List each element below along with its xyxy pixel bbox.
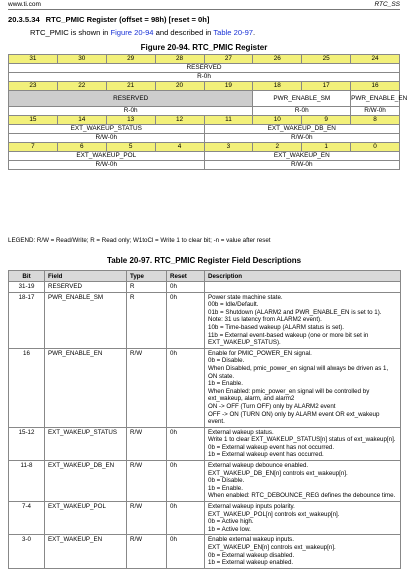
- bit-number: 31: [9, 55, 58, 64]
- description-line: External wakeup debounce enabled.: [208, 462, 309, 470]
- legend-text: LEGEND: R/W = Read/Write; R = Read only; W1toCl = Write 1 to clear bit; -n = value after reset: [8, 237, 271, 244]
- description-line: ON state.: [208, 372, 235, 380]
- description-line: EXT_WAKEUP_EN[n] controls ext_wakeup[n].: [208, 544, 336, 551]
- description-line: 0b = External wakeup event has not occurred.: [208, 443, 335, 451]
- cell-description: [205, 427, 401, 460]
- description-line: When Enabled: pmic_power_en signal will be controlled by: [208, 387, 370, 395]
- field-name-row: [9, 125, 400, 134]
- description-line: 1b = External wakeup event has occurred.: [208, 451, 324, 459]
- bit-number: 11: [204, 116, 253, 125]
- field-ext-wakeup-en: EXT_WAKEUP_EN: [204, 152, 400, 161]
- cell-type: R/W: [127, 427, 167, 460]
- bit-number: 7: [9, 143, 58, 152]
- field-access-row: [9, 161, 400, 170]
- cell-field: PWR_ENABLE_EN: [45, 348, 127, 427]
- description-line: ext_wakeup, alarm, and alarm2: [208, 395, 295, 403]
- description-line: 1b = External wakeup enabled.: [208, 559, 294, 567]
- section-heading: [8, 15, 209, 24]
- field-name-row: [9, 64, 400, 73]
- bit-number: 19: [204, 82, 253, 91]
- description-line: OFF -> ON (TURN ON) only by ALARM event OR ext_wakeup: [208, 410, 380, 418]
- cell-type: R/W: [127, 502, 167, 535]
- table-header-row: [9, 271, 401, 282]
- page-header: [8, 1, 400, 10]
- bit-number: 22: [57, 82, 106, 91]
- access-reserved: R-0h: [9, 107, 253, 116]
- bit-number: 3: [204, 143, 253, 152]
- cell-field: EXT_WAKEUP_POL: [45, 502, 127, 535]
- description-line: EXT_WAKEUP_DB_EN[n] controls ext_wakeup[n].: [208, 469, 348, 477]
- bit-number: 14: [57, 116, 106, 125]
- cell-type: R: [127, 292, 167, 348]
- description-line: 0b = External wakeup disabled.: [208, 551, 295, 559]
- cell-field: EXT_WAKEUP_DB_EN: [45, 461, 127, 502]
- bit-number-row: [9, 116, 400, 125]
- cell-field: RESERVED: [45, 282, 127, 293]
- cell-bit: 11-8: [9, 461, 45, 502]
- description-line: When enabled: RTC_DEBOUNCE_REG defines the debounce time.: [208, 492, 396, 500]
- cell-field: EXT_WAKEUP_STATUS: [45, 427, 127, 460]
- bit-number: 23: [9, 82, 58, 91]
- field-pwr-enable-en: PWR_ENABLE_EN: [351, 91, 400, 107]
- cell-bit: 3-0: [9, 535, 45, 568]
- cell-description: [205, 502, 401, 535]
- cell-description: [205, 461, 401, 502]
- access-ext-wakeup-en: R/W-0h: [204, 161, 400, 170]
- bit-number-row: [9, 143, 400, 152]
- field-description-table: [8, 270, 401, 569]
- cell-field: PWR_ENABLE_SM: [45, 292, 127, 348]
- access-ext-wakeup-status: R/W-0h: [9, 134, 205, 143]
- table-row: [9, 502, 401, 535]
- field-ext-wakeup-status: EXT_WAKEUP_STATUS: [9, 125, 205, 134]
- header-field: Field: [45, 271, 127, 282]
- register-diagram: [8, 54, 408, 170]
- table-title: Table 20-97. RTC_PMIC Register Field Descriptions: [106, 256, 302, 265]
- header-type: Type: [127, 271, 167, 282]
- bit-number: 24: [351, 55, 400, 64]
- bit-number: 16: [351, 82, 400, 91]
- bit-number-row: [9, 55, 400, 64]
- description-line: EXT_WAKEUP_STATUS).: [208, 339, 281, 347]
- bit-number: 2: [253, 143, 302, 152]
- table-row: [9, 427, 401, 460]
- cell-bit: 18-17: [9, 292, 45, 348]
- field-access-row: [9, 134, 400, 143]
- bit-number: 8: [351, 116, 400, 125]
- table-row: [9, 348, 401, 427]
- bit-number: 28: [155, 55, 204, 64]
- header-description: Description: [205, 271, 401, 282]
- field-access-row: [9, 73, 400, 82]
- cell-reset: 0h: [167, 535, 205, 568]
- cell-type: R/W: [127, 461, 167, 502]
- section-number: 20.3.5.34: [8, 15, 40, 24]
- bit-number: 4: [155, 143, 204, 152]
- access-reserved: R-0h: [9, 73, 400, 82]
- description-line: Enable for PMIC_POWER_EN signal.: [208, 349, 312, 357]
- header-bit: Bit: [9, 271, 45, 282]
- description-line: 1b = Active low.: [208, 525, 251, 533]
- cell-reset: 0h: [167, 292, 205, 348]
- table-row: [9, 292, 401, 348]
- bit-number: 13: [106, 116, 155, 125]
- bit-number: 0: [351, 143, 400, 152]
- header-site: www.ti.com: [8, 1, 41, 8]
- description-line: Enable external wakeup inputs.: [208, 536, 294, 544]
- field-access-row: [9, 107, 400, 116]
- bit-number: 21: [106, 82, 155, 91]
- description-line: 11b = External event-based wakeup (one or more bit set in: [208, 331, 369, 339]
- bit-number: 15: [9, 116, 58, 125]
- cell-type: R: [127, 282, 167, 293]
- field-reserved: RESERVED: [9, 91, 253, 107]
- cell-bit: 16: [9, 348, 45, 427]
- cell-bit: 15-12: [9, 427, 45, 460]
- bit-number-row: [9, 82, 400, 91]
- description-line: External wakeup status.: [208, 428, 274, 436]
- access-ext-wakeup-pol: R/W-0h: [9, 161, 205, 170]
- intro-paragraph: [30, 28, 255, 37]
- access-pwr-enable-sm: R-0h: [253, 107, 351, 116]
- intro-suffix: .: [253, 28, 256, 37]
- bit-number: 25: [302, 55, 351, 64]
- bit-number: 1: [302, 143, 351, 152]
- table-link[interactable]: Table 20-97: [213, 28, 254, 37]
- description-line: ON -> OFF (Turn OFF) only by ALARM2 event: [208, 402, 336, 410]
- cell-field: EXT_WAKEUP_EN: [45, 535, 127, 568]
- field-ext-wakeup-pol: EXT_WAKEUP_POL: [9, 152, 205, 161]
- description-line: External wakeup inputs polarity.: [208, 503, 295, 511]
- cell-description: [205, 348, 401, 427]
- field-ext-wakeup-db-en: EXT_WAKEUP_DB_EN: [204, 125, 400, 134]
- header-reset: Reset: [167, 271, 205, 282]
- table-row: [9, 461, 401, 502]
- description-line: 01b = Shutdown (ALARM2 and PWR_ENABLE_EN is set to 1).: [208, 308, 382, 316]
- field-name-row: [9, 91, 400, 107]
- bit-number: 30: [57, 55, 106, 64]
- cell-description: [205, 292, 401, 348]
- bit-number: 10: [253, 116, 302, 125]
- description-line: 0b = Disable.: [208, 477, 245, 485]
- cell-description: [205, 282, 401, 293]
- description-line: 0b = Active high.: [208, 518, 254, 526]
- cell-reset: 0h: [167, 282, 205, 293]
- field-reserved: RESERVED: [9, 64, 400, 73]
- cell-type: R/W: [127, 348, 167, 427]
- figure-link[interactable]: Figure 20-94: [110, 28, 154, 37]
- bit-number: 6: [57, 143, 106, 152]
- intro-middle: and described in: [153, 28, 214, 37]
- description-line: 1b = Enable.: [208, 380, 243, 388]
- description-line: EXT_WAKEUP_POL[n] controls ext_wakeup[n].: [208, 510, 340, 518]
- description-line: When Disabled, pmic_power_en signal will always be driven as 1,: [208, 364, 389, 372]
- access-pwr-enable-en: R/W-0h: [351, 107, 400, 116]
- bit-number: 18: [253, 82, 302, 91]
- bit-number: 20: [155, 82, 204, 91]
- cell-type: R/W: [127, 535, 167, 568]
- description-line: 00b = Idle/Default.: [208, 301, 259, 309]
- field-name-row: [9, 152, 400, 161]
- bit-number: 17: [302, 82, 351, 91]
- description-line: 1b = Enable.: [208, 484, 243, 492]
- bit-number: 27: [204, 55, 253, 64]
- bit-number: 9: [302, 116, 351, 125]
- cell-reset: 0h: [167, 502, 205, 535]
- description-line: Power state machine state.: [208, 293, 283, 301]
- section-title: RTC_PMIC Register (offset = 98h) [reset = 0h]: [45, 15, 210, 24]
- intro-prefix: RTC_PMIC is shown in: [30, 28, 111, 37]
- cell-reset: 0h: [167, 461, 205, 502]
- table-row: [9, 535, 401, 568]
- field-pwr-enable-sm: PWR_ENABLE_SM: [253, 91, 351, 107]
- description-line: event.: [208, 418, 225, 426]
- table-row: [9, 282, 401, 293]
- bit-number: 5: [106, 143, 155, 152]
- cell-reset: 0h: [167, 427, 205, 460]
- description-line: 10b = Time-based wakeup (ALARM status is set).: [208, 323, 345, 331]
- cell-bit: 7-4: [9, 502, 45, 535]
- bit-number: 26: [253, 55, 302, 64]
- figure-title: Figure 20-94. RTC_PMIC Register: [140, 43, 268, 52]
- bit-number: 12: [155, 116, 204, 125]
- bit-number: 29: [106, 55, 155, 64]
- cell-reset: 0h: [167, 348, 205, 427]
- cell-description: [205, 535, 401, 568]
- description-line: 0b = Disable.: [208, 357, 245, 365]
- description-line: Write 1 to clear EXT_WAKEUP_STATUS[n] status of ext_wakeup[n].: [208, 436, 396, 444]
- cell-bit: 31-19: [9, 282, 45, 293]
- header-chapter: RTC_SS: [374, 1, 400, 8]
- description-line: Note: 31 us latency from ALARM2 event).: [208, 316, 322, 324]
- access-ext-wakeup-db-en: R/W-0h: [204, 134, 400, 143]
